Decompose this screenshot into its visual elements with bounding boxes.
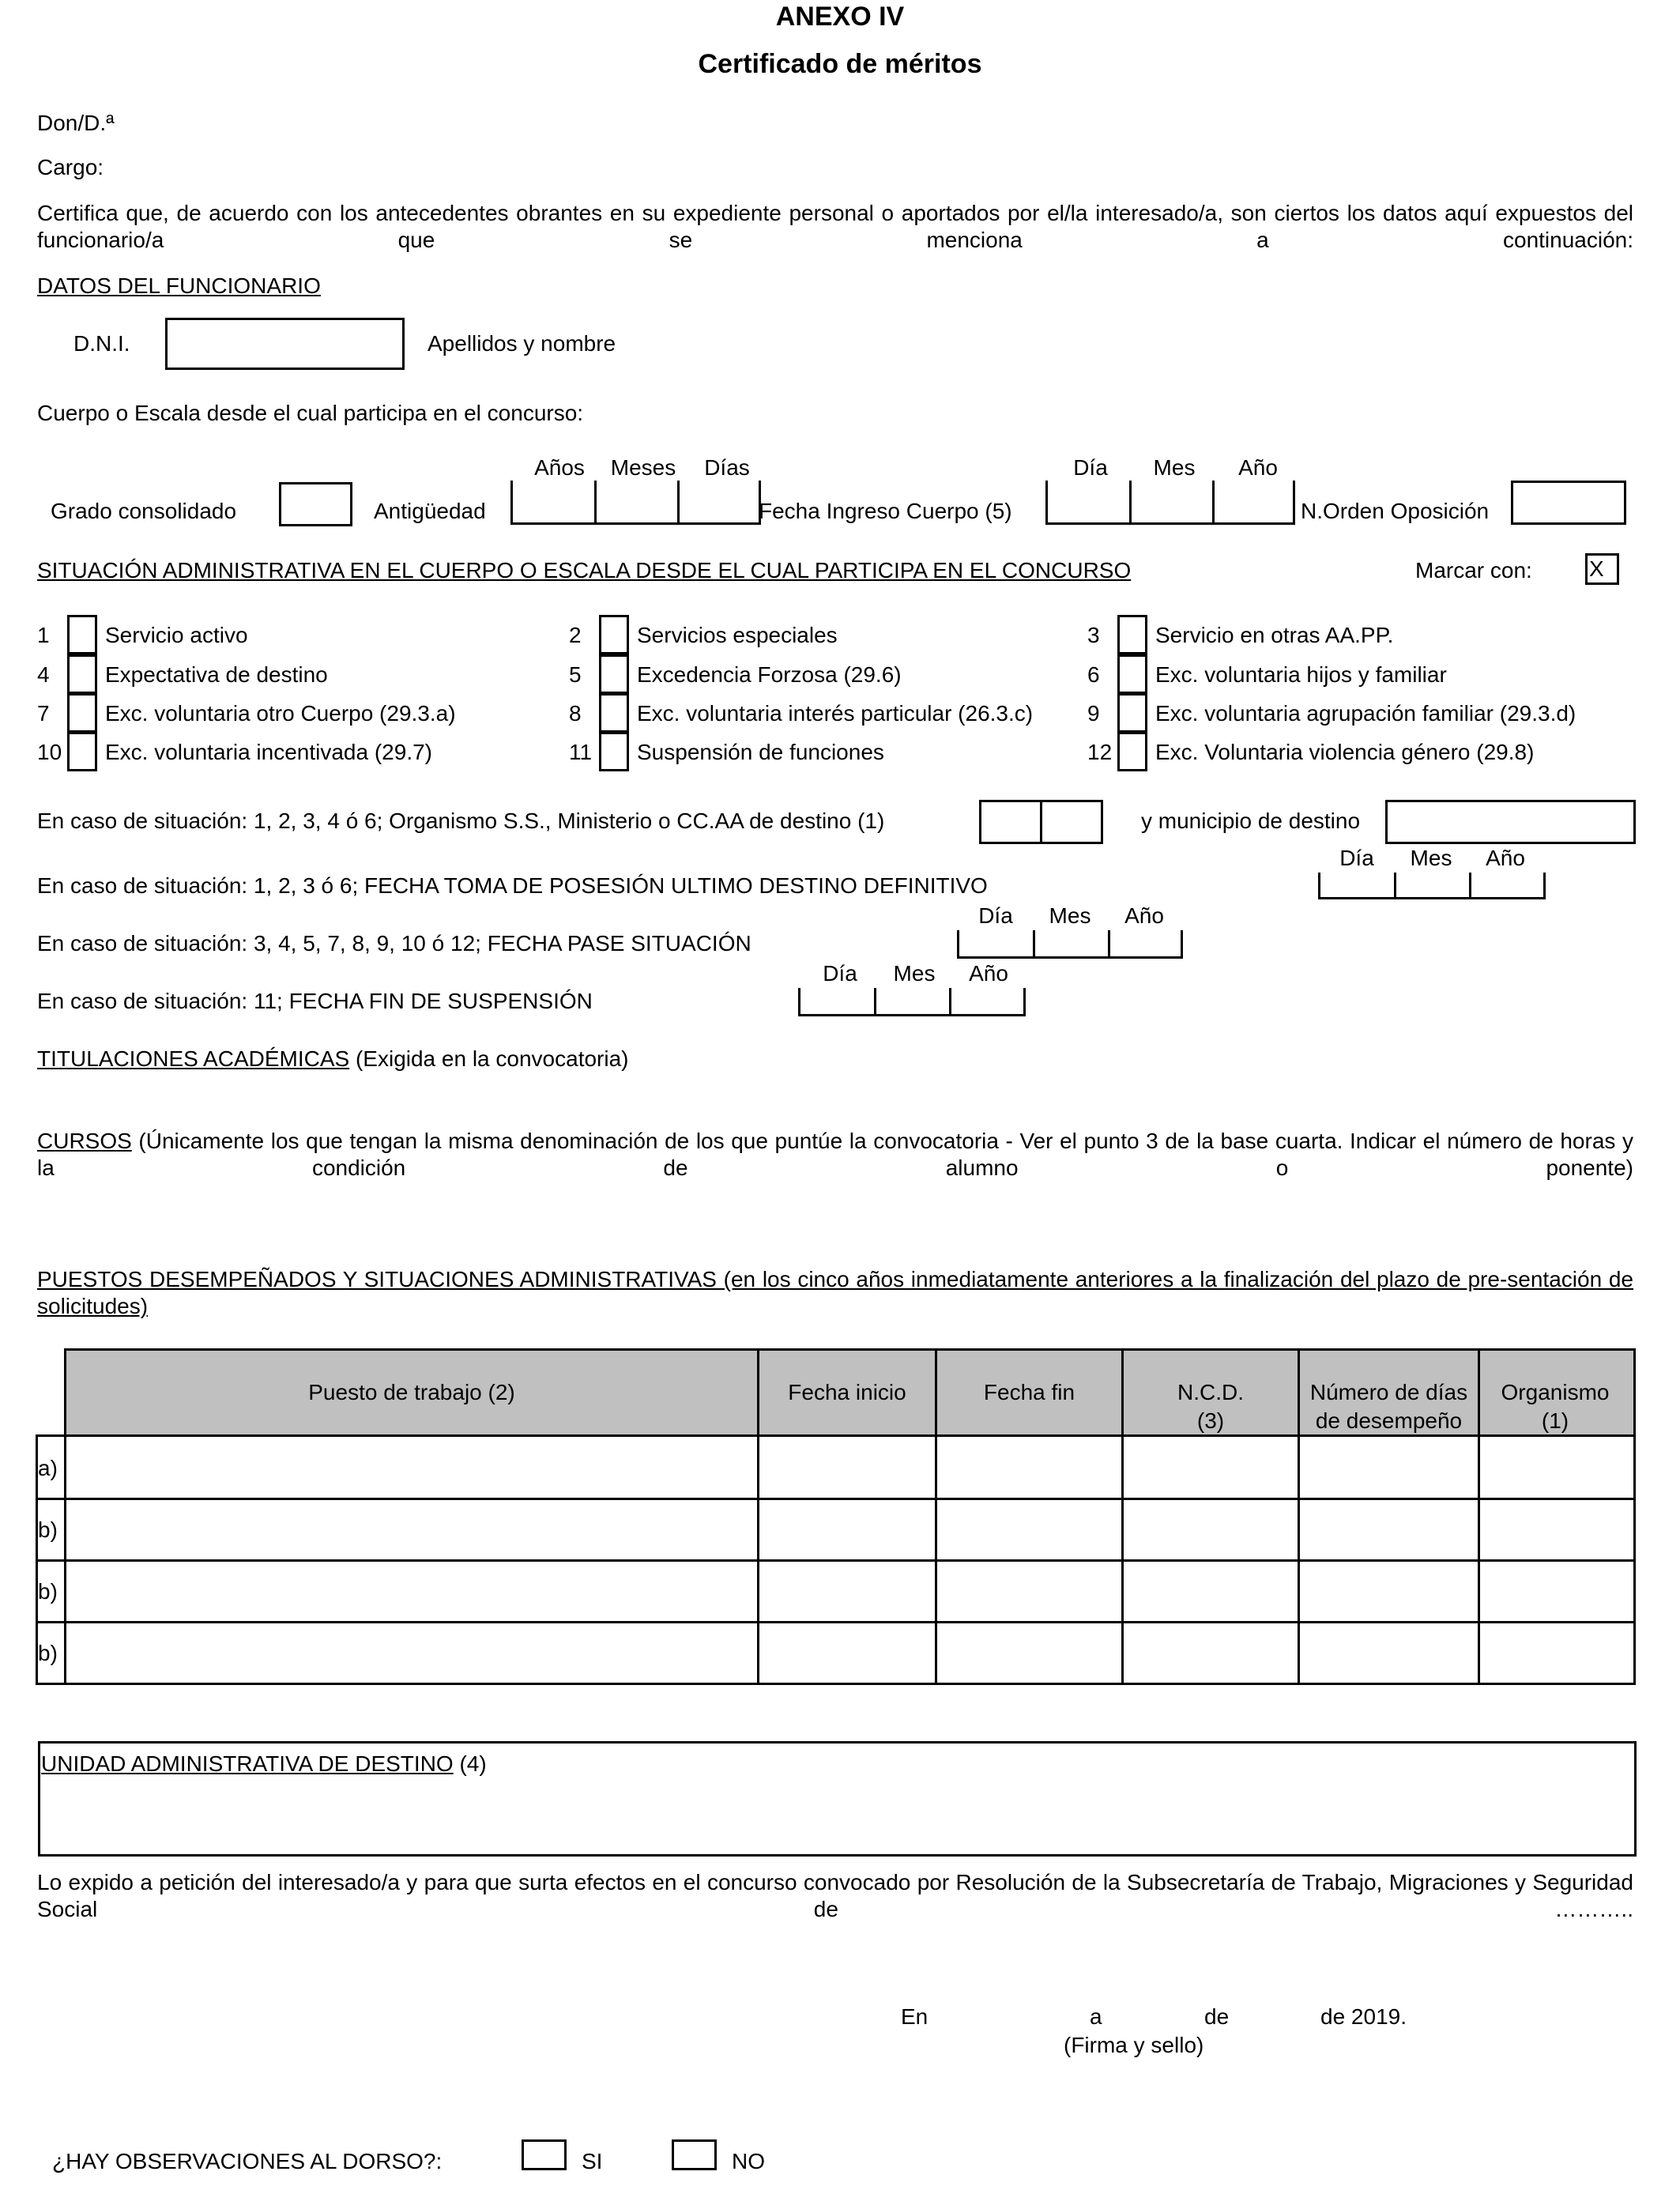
- option-checkbox-12[interactable]: [1117, 732, 1147, 771]
- orden-field[interactable]: [1511, 481, 1626, 525]
- option-label: Expectativa de destino: [105, 662, 328, 687]
- unidad-section: [41, 1753, 487, 1775]
- option-label: Exc. voluntaria agrupación familiar (29.3.d): [1155, 701, 1576, 726]
- case2-label: En caso de situación: 1, 2, 3 ó 6; FECHA TOMA DE POSESIÓN ULTIMO DESTINO DEFINITIVO: [37, 873, 988, 898]
- option-label: Exc. voluntaria hijos y familiar: [1155, 662, 1447, 687]
- option-num: 3: [1087, 623, 1100, 647]
- dni-label: D.N.I.: [73, 331, 130, 356]
- firma-sello-label: (Firma y sello): [1064, 2033, 1204, 2057]
- antiguedad-label: Antigüedad: [374, 499, 486, 523]
- case1-label: En caso de situación: 1, 2, 3, 4 ó 6; Organismo S.S., Ministerio o CC.AA de destino (1): [37, 809, 885, 833]
- col-header-dias: Número de días de desempeño: [1309, 1380, 1468, 1433]
- form-title: Certificado de méritos: [698, 49, 982, 79]
- option-label: Excedencia Forzosa (29.6): [637, 662, 902, 687]
- option-num: 7: [37, 701, 50, 726]
- unidad-note: (4): [453, 1751, 487, 1776]
- apellidos-label: Apellidos y nombre: [428, 331, 616, 356]
- col-header-fecha-fin: Fecha fin: [983, 1380, 1075, 1404]
- puestos-heading: PUESTOS DESEMPEÑADOS Y SITUACIONES ADMINISTRATIVAS (en los cinco años inmediatamente anteriores a la finalización del plazo de pre-sentación de solicitudes): [37, 1267, 1633, 1318]
- option-checkbox-5[interactable]: [599, 654, 629, 694]
- pase-col-ano: Año: [1124, 903, 1164, 928]
- option-checkbox-11[interactable]: [599, 732, 629, 771]
- observaciones-si-label: SI: [582, 2149, 603, 2173]
- datos-heading: DATOS DEL FUNCIONARIO: [37, 273, 321, 298]
- table-row-label-b1: b): [38, 1517, 58, 1542]
- option-checkbox-6[interactable]: [1117, 654, 1147, 694]
- option-num: 2: [569, 623, 582, 647]
- table-row-label-a: a): [38, 1456, 58, 1480]
- firma-de-label: de: [1204, 2004, 1230, 2029]
- cuerpo-label: Cuerpo o Escala desde el cual participa en el concurso:: [37, 401, 584, 425]
- col-header-fecha-inicio: Fecha inicio: [788, 1380, 906, 1404]
- option-label: Servicio en otras AA.PP.: [1155, 623, 1394, 647]
- fecha-ingreso-field[interactable]: [1045, 481, 1295, 525]
- titulaciones-note: (Exigida en la convocatoria): [349, 1046, 629, 1071]
- option-num: 10: [37, 740, 62, 764]
- case4-label: En caso de situación: 11; FECHA FIN DE SUSPENSIÓN: [37, 989, 593, 1013]
- pase-col-dia: Día: [978, 903, 1013, 928]
- option-num: 6: [1087, 662, 1100, 687]
- toma-col-ano: Año: [1486, 846, 1525, 870]
- fin-col-dia: Día: [823, 961, 857, 986]
- expido-text: Lo expido a petición del interesado/a y para que surta efectos en el concurso convocado por Resolución de la Subsecretaría de Trabajo, Migraciones y Seguridad Social de ………..: [37, 1870, 1633, 1921]
- grado-field[interactable]: [279, 482, 352, 526]
- firma-year-label: de 2019.: [1320, 2004, 1407, 2029]
- option-label: Exc. Voluntaria violencia género (29.8): [1155, 740, 1535, 764]
- cursos-note: (Únicamente los que tengan la misma denominación de los que puntúe la convocatoria - Ver el punto 3 de la base cuarta. Indicar el número de horas y la condición de alumno o ponente): [37, 1129, 1633, 1180]
- option-num: 8: [569, 701, 582, 726]
- option-checkbox-3[interactable]: [1117, 615, 1147, 654]
- table-row-label-b2: b): [38, 1579, 58, 1604]
- option-label: Exc. voluntaria incentivada (29.7): [105, 740, 432, 764]
- titulaciones-section: [37, 1048, 628, 1070]
- option-checkbox-8[interactable]: [599, 693, 629, 733]
- grado-label: Grado consolidado: [51, 499, 237, 523]
- fin-col-ano: Año: [969, 961, 1008, 986]
- antiguedad-field[interactable]: [510, 481, 761, 525]
- observaciones-label: ¿HAY OBSERVACIONES AL DORSO?:: [52, 2149, 443, 2173]
- col-header-ncd: N.C.D. (3): [1177, 1380, 1244, 1433]
- toma-posesion-date-field[interactable]: [1318, 873, 1546, 899]
- option-checkbox-9[interactable]: [1117, 693, 1147, 733]
- marcar-example-box: X: [1585, 553, 1619, 585]
- cargo-label: Cargo:: [37, 155, 104, 179]
- option-label: Exc. voluntaria interés particular (26.3.c): [637, 701, 1034, 726]
- option-num: 1: [37, 623, 50, 647]
- titulaciones-heading: TITULACIONES ACADÉMICAS: [37, 1046, 350, 1071]
- fin-suspension-date-field[interactable]: [798, 988, 1026, 1016]
- firma-en-label: En: [901, 2004, 929, 2029]
- annex-title: ANEXO IV: [775, 2, 905, 32]
- marcar-label: Marcar con:: [1415, 558, 1532, 582]
- ingreso-col-ano: Año: [1238, 455, 1278, 480]
- orden-label: N.Orden Oposición: [1301, 499, 1490, 523]
- fecha-ingreso-label: Fecha Ingreso Cuerpo (5): [759, 499, 1012, 523]
- option-num: 11: [569, 740, 593, 764]
- certifica-text: Certifica que, de acuerdo con los antecedentes obrantes en su expediente personal o aportados por el/la interesado/a, son ciertos los datos aquí expuestos del funcionario/a que se menciona a continuación:: [37, 201, 1633, 252]
- observaciones-no-checkbox[interactable]: [672, 2139, 717, 2170]
- toma-col-mes: Mes: [1410, 846, 1452, 870]
- option-checkbox-1[interactable]: [67, 615, 97, 654]
- col-header-puesto: Puesto de trabajo (2): [308, 1380, 515, 1404]
- pase-situacion-date-field[interactable]: [957, 930, 1183, 959]
- organismo-code-field[interactable]: [979, 800, 1103, 844]
- option-num: 9: [1087, 701, 1100, 726]
- case3-label: En caso de situación: 3, 4, 5, 7, 8, 9, 10 ó 12; FECHA PASE SITUACIÓN: [37, 931, 751, 956]
- table-row-label-b3: b): [38, 1641, 58, 1665]
- dni-field[interactable]: [165, 318, 405, 370]
- col-header-organismo: Organismo (1): [1501, 1380, 1610, 1433]
- option-num: 4: [37, 662, 50, 687]
- option-label: Servicio activo: [105, 623, 248, 647]
- ingreso-col-dia: Día: [1073, 455, 1108, 480]
- ingreso-col-mes: Mes: [1153, 455, 1196, 480]
- fin-col-mes: Mes: [893, 961, 936, 986]
- unidad-heading: UNIDAD ADMINISTRATIVA DE DESTINO: [41, 1751, 454, 1776]
- observaciones-no-label: NO: [732, 2149, 765, 2173]
- pase-col-mes: Mes: [1049, 903, 1091, 928]
- option-checkbox-4[interactable]: [67, 654, 97, 694]
- situacion-heading: SITUACIÓN ADMINISTRATIVA EN EL CUERPO O ESCALA DESDE EL CUAL PARTICIPA EN EL CONCURSO: [37, 558, 1132, 582]
- option-checkbox-7[interactable]: [67, 693, 97, 733]
- municipio-label: y municipio de destino: [1141, 809, 1361, 833]
- antiguedad-col-anos: Años: [534, 455, 585, 480]
- cursos-heading: CURSOS: [37, 1129, 132, 1153]
- antiguedad-col-meses: Meses: [610, 455, 676, 480]
- option-num: 12: [1087, 740, 1113, 764]
- observaciones-si-checkbox[interactable]: [522, 2139, 567, 2170]
- option-label: Suspensión de funciones: [637, 740, 884, 764]
- option-label: Servicios especiales: [637, 623, 838, 647]
- toma-col-dia: Día: [1339, 846, 1374, 870]
- option-num: 5: [569, 662, 582, 687]
- option-checkbox-10[interactable]: [67, 732, 97, 771]
- don-label: Don/D.ª: [37, 111, 115, 135]
- cursos-section: [37, 1128, 1633, 1182]
- municipio-field[interactable]: [1385, 800, 1636, 844]
- antiguedad-col-dias: Días: [704, 455, 750, 480]
- option-label: Exc. voluntaria otro Cuerpo (29.3.a): [105, 701, 456, 726]
- option-checkbox-2[interactable]: [599, 615, 629, 654]
- firma-a-label: a: [1090, 2004, 1102, 2029]
